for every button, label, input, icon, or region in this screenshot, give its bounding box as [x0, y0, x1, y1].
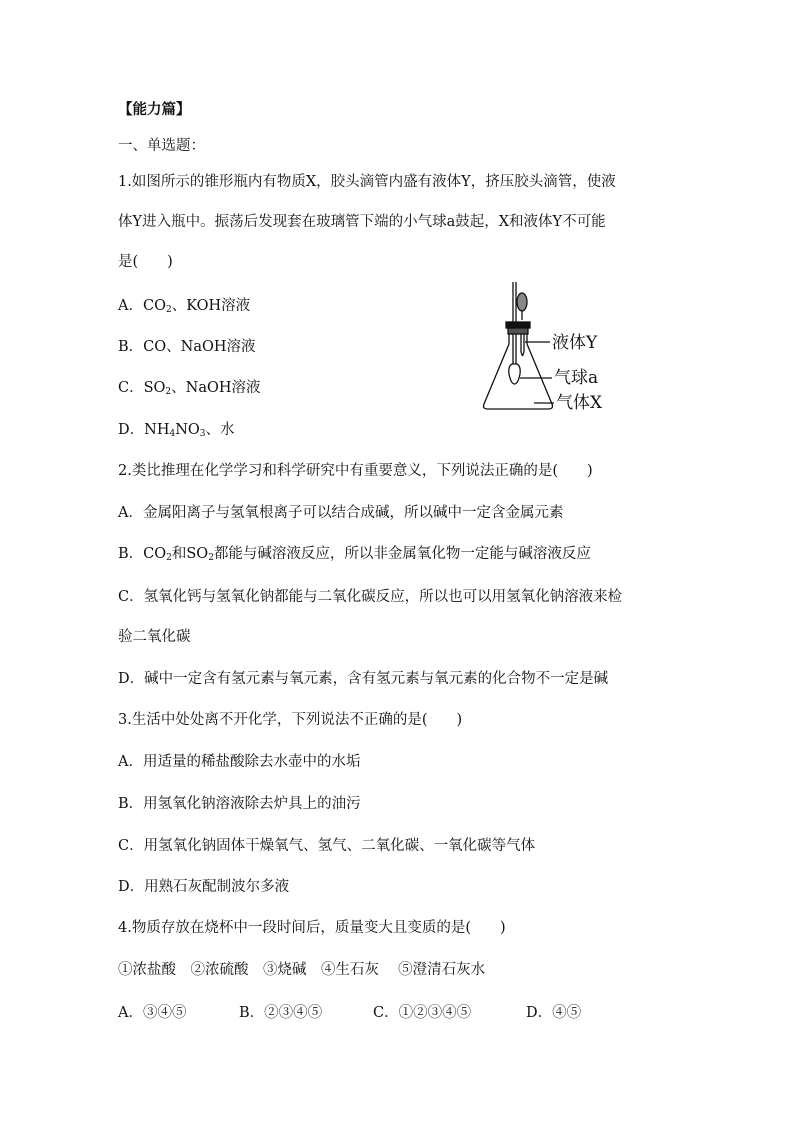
q2-option-c-line1: C．氢氧化钙与氢氧化钠都能与二氧化碳反应，所以也可以用氢氧化钠溶液来检 — [118, 589, 623, 605]
q3-option-a: A．用适量的稀盐酸除去水壶中的水垢 — [118, 754, 361, 770]
q3-option-c: C．用氢氧化钠固体干燥氧气、氢气、二氧化碳、一氧化碳等气体 — [118, 838, 536, 854]
q1-option-c: C．$SO_2$、NaOH溶液 — [118, 380, 261, 397]
q4-option-b: B．②③④⑤ — [239, 1005, 323, 1021]
label-gas-x: 气体X — [556, 393, 603, 413]
q1-option-b: B．CO、NaOH溶液 — [118, 339, 256, 355]
q4-items: ①浓盐酸 ②浓硫酸 ③烧碱 ④生石灰 ⑤澄清石灰水 — [118, 962, 486, 978]
q3-option-b: B．用氢氧化钠溶液除去炉具上的油污 — [118, 796, 361, 812]
label-balloon-a: 气球a — [554, 368, 599, 388]
q3-option-d: D．用熟石灰配制波尔多液 — [118, 879, 290, 895]
q1-stem-line3: 是( ) — [118, 254, 173, 270]
section-title: 【能力篇】 — [118, 101, 191, 118]
q1-option-d: D．$NH_4NO_3$、水 — [118, 422, 235, 439]
label-liquid-y: 液体Y — [552, 333, 598, 353]
flask-diagram — [478, 282, 638, 417]
section-subtitle: 一、单选题： — [118, 138, 205, 154]
q2-option-d: D．碱中一定含有氢元素与氧元素，含有氢元素与氧元素的化合物不一定是碱 — [118, 671, 609, 687]
balloon-a — [509, 364, 520, 384]
q4-stem: 4.物质存放在烧杯中一段时间后，质量变大且变质的是( ) — [118, 920, 506, 936]
q1-stem-line2: 体Y进入瓶中。振荡后发现套在玻璃管下端的小气球a鼓起，X和液体Y不可能 — [118, 214, 606, 230]
q1-option-a: A．$CO_2$、KOH溶液 — [118, 298, 251, 315]
q2-option-b: B．$CO_2$和$SO_2$都能与碱溶液反应，所以非金属氧化物一定能与碱溶液反应 — [118, 546, 591, 563]
dropper-bulb — [517, 293, 527, 311]
q2-stem: 2.类比推理在化学学习和科学研究中有重要意义，下列说法正确的是( ) — [118, 463, 593, 479]
q1-stem-line1: 1.如图所示的锥形瓶内有物质X，胶头滴管内盛有液体Y，挤压胶头滴管，使液 — [118, 174, 616, 190]
q3-stem: 3.生活中处处离不开化学，下列说法不正确的是( ) — [118, 712, 463, 728]
q4-options — [118, 1003, 688, 1023]
flask-body — [484, 344, 553, 409]
stopper — [506, 322, 530, 328]
q4-option-c: C．①②③④⑤ — [373, 1005, 472, 1021]
q2-option-c-line2: 验二氧化碳 — [118, 629, 191, 645]
q4-option-d: D．④⑤ — [526, 1005, 582, 1021]
q4-option-a: A．③④⑤ — [118, 1005, 187, 1021]
q2-option-a: A．金属阳离子与氢氧根离子可以结合成碱，所以碱中一定含金属元素 — [118, 505, 564, 521]
